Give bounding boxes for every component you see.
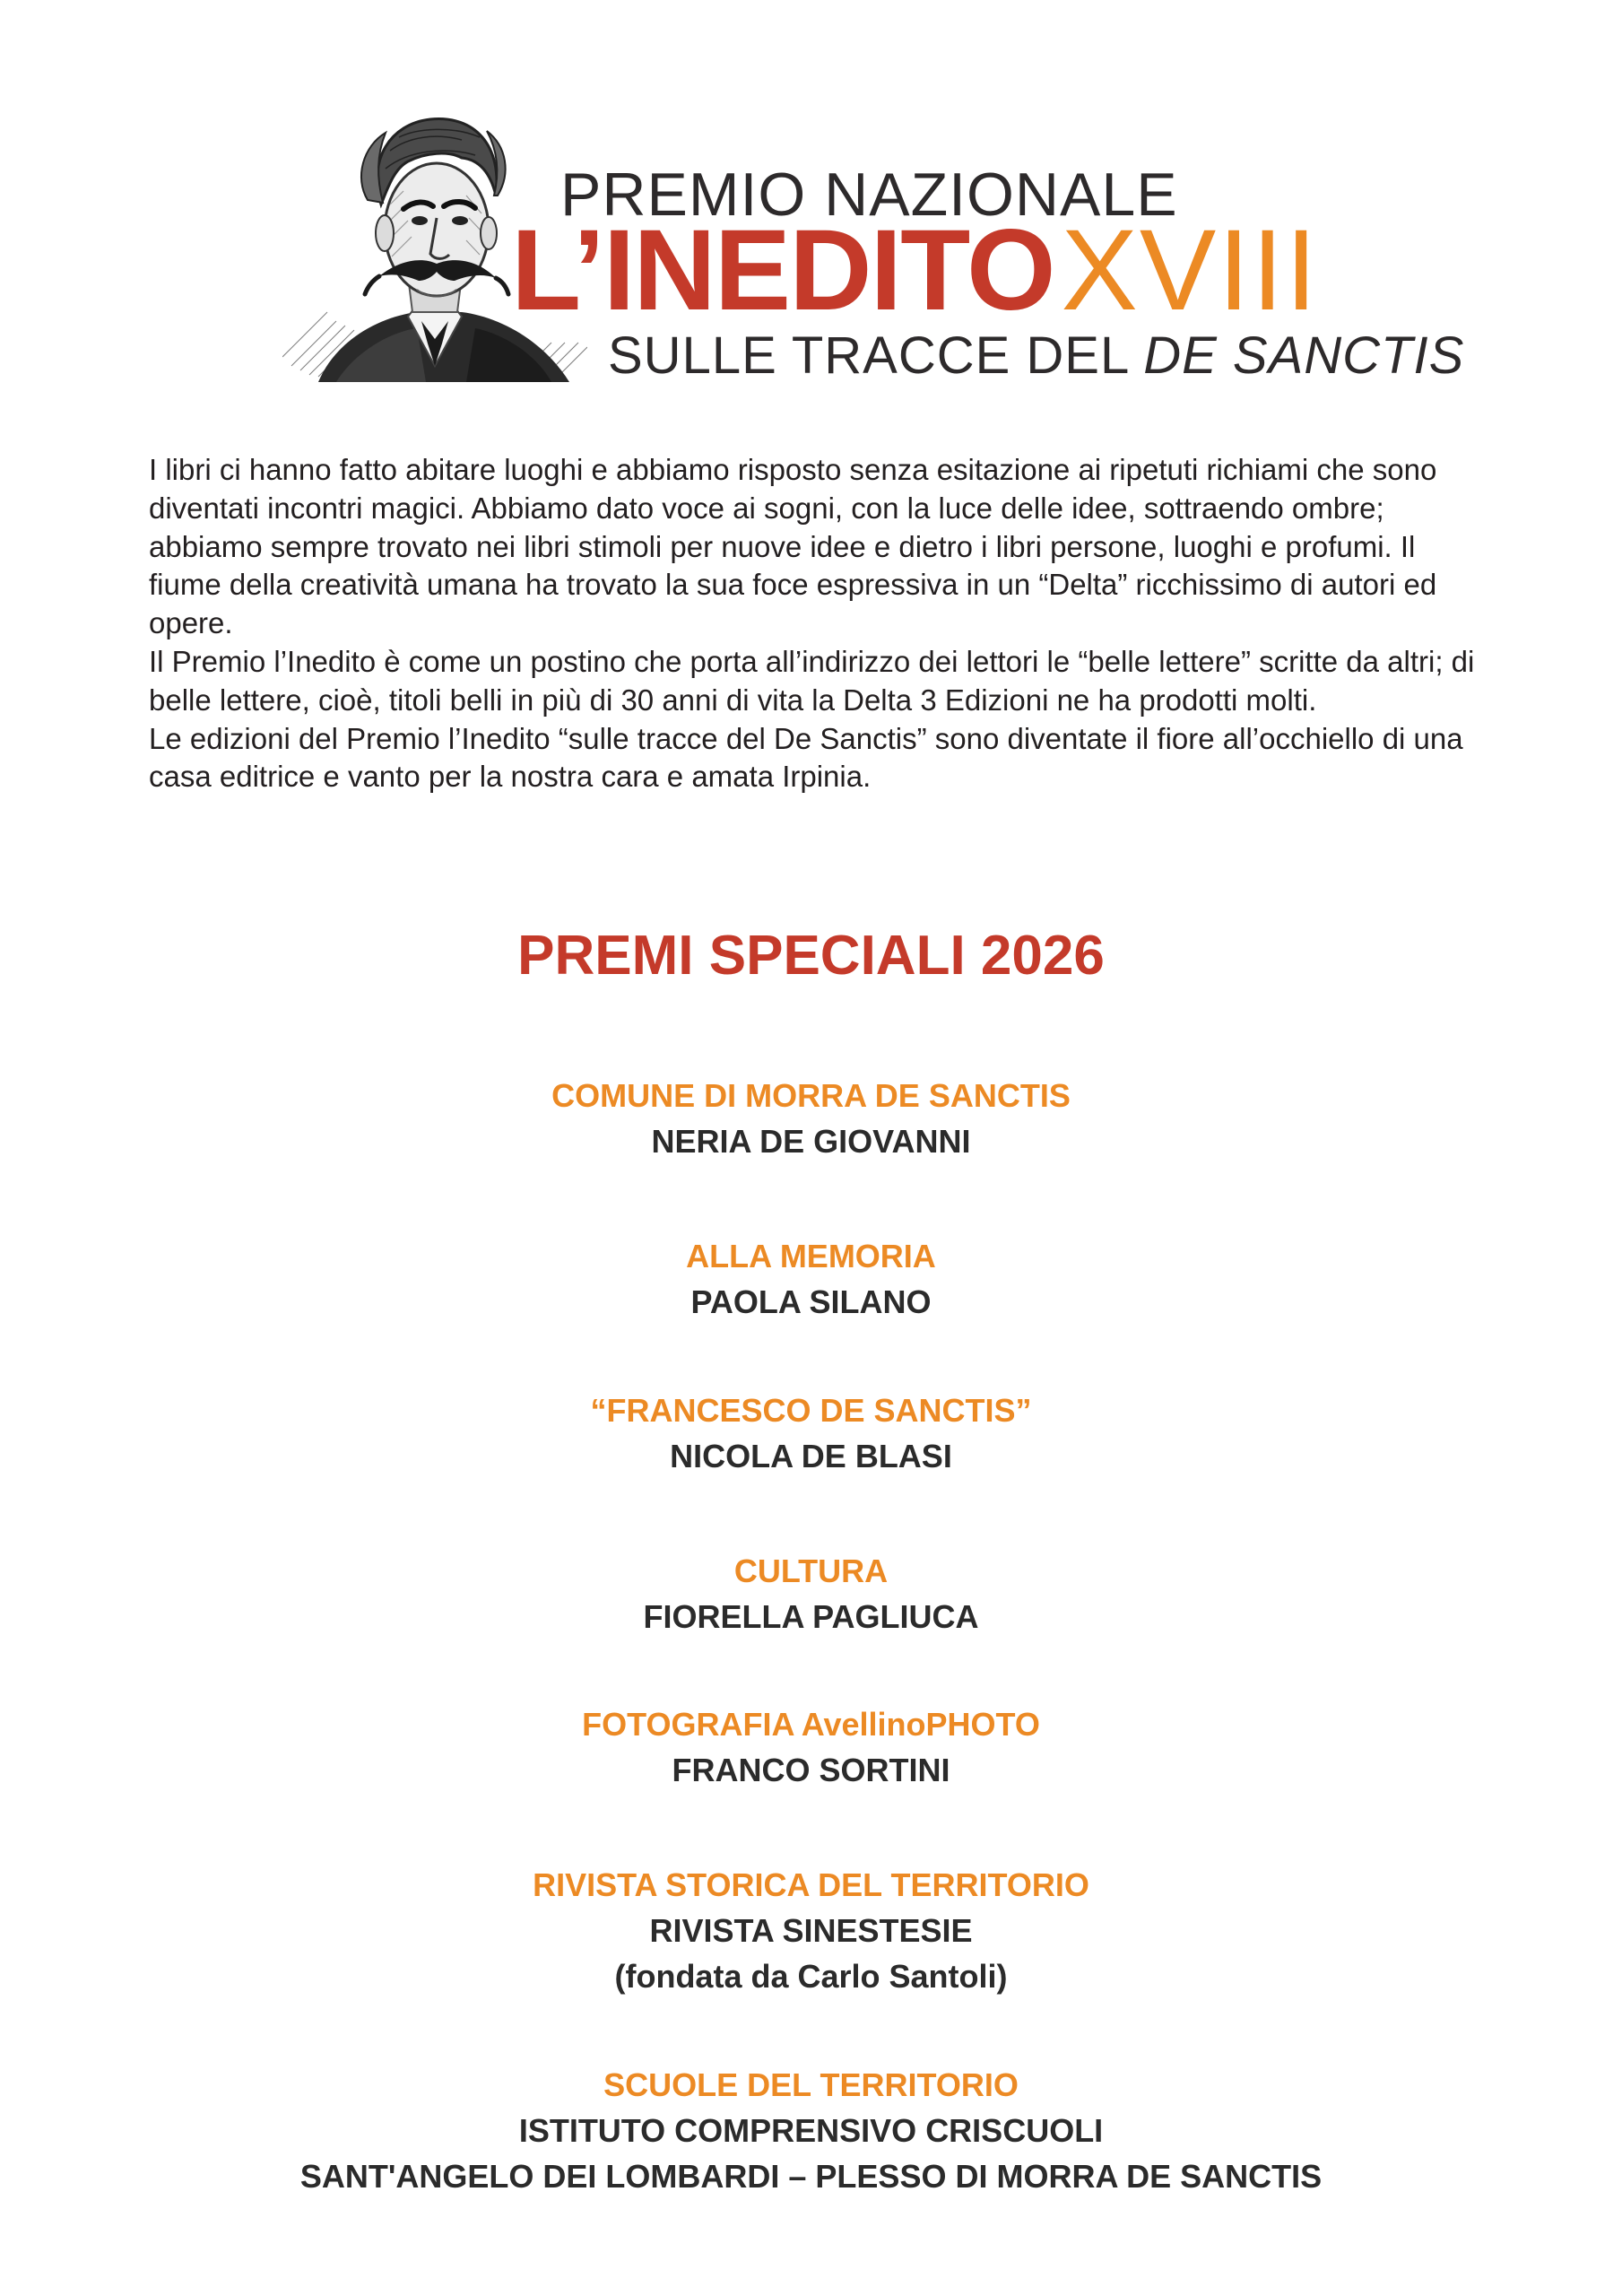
title-premio-nazionale: PREMIO NAZIONALE — [560, 161, 1178, 229]
award-winner: FRANCO SORTINI — [672, 1752, 950, 1788]
subtitle-prefix: SULLE TRACCE DEL — [608, 326, 1144, 385]
award-item — [0, 1702, 1622, 1793]
award-winner: RIVISTA SINESTESIE — [649, 1912, 973, 1949]
title-inedito-word: L’INEDITO — [511, 206, 1054, 335]
subtitle-italic: DE SANCTIS — [1143, 326, 1465, 385]
award-item — [0, 1234, 1622, 1325]
awards-title: PREMI SPECIALI 2026 — [517, 925, 1105, 987]
award-winner-note: (fondata da Carlo Santoli) — [614, 1958, 1008, 1995]
award-category: ALLA MEMORIA — [686, 1238, 936, 1274]
award-winner: NERIA DE GIOVANNI — [651, 1123, 971, 1160]
intro-paragraph: I libri ci hanno fatto abitare luoghi e abbiamo risposto senza esitazione ai ripetuti richiami che sono diventati incontri magici. Abbiamo dato voce ai sogni, con la luce delle idee, sottraendo ombre; abbiamo sempre trovato nei libri stimoli per nuove idee e dietro i libri persone, luoghi e profumi. Il fiume della creatività umana ha trovato la sua foce espressiva in un “Delta” ricchissimo di autori ed opere. — [149, 453, 1437, 640]
award-winner-note: SANT'ANGELO DEI LOMBARDI – PLESSO DI MORRA DE SANCTIS — [299, 2158, 1323, 2195]
award-item — [0, 1863, 1622, 1999]
header — [282, 97, 1465, 393]
title-subtitle — [608, 326, 1464, 386]
title-inedito — [511, 206, 1319, 335]
award-item — [0, 1388, 1622, 1479]
award-item — [0, 1074, 1622, 1164]
award-item — [0, 2063, 1622, 2199]
award-category: CULTURA — [733, 1552, 889, 1589]
title-edition-number: XVIII — [1061, 206, 1319, 335]
award-category: FOTOGRAFIA AvellinoPHOTO — [582, 1706, 1040, 1743]
award-category: SCUOLE DEL TERRITORIO — [603, 2066, 1019, 2103]
award-winner: FIORELLA PAGLIUCA — [643, 1598, 979, 1635]
award-winner: ISTITUTO COMPRENSIVO CRISCUOLI — [518, 2112, 1104, 2149]
award-category: COMUNE DI MORRA DE SANCTIS — [551, 1077, 1071, 1114]
award-item — [0, 1549, 1622, 1639]
intro-paragraph: Il Premio l’Inedito è come un postino che porta all’indirizzo dei lettori le “belle lettere” scritte da altri; di belle lettere, cioè, titoli belli in più di 30 anni di vita la Delta 3 Edizioni ne ha prodotti molti. — [149, 644, 1475, 717]
award-winner: PAOLA SILANO — [690, 1283, 932, 1320]
intro-text — [149, 451, 1476, 796]
award-category: RIVISTA STORICA DEL TERRITORIO — [533, 1866, 1089, 1903]
intro-paragraph: Le edizioni del Premio l’Inedito “sulle tracce del De Sanctis” sono diventate il fiore all’occhiello di una casa editrice e vanto per la nostra cara e amata Irpinia. — [149, 721, 1463, 794]
award-category: “FRANCESCO DE SANCTIS” — [590, 1392, 1032, 1429]
award-winner: NICOLA DE BLASI — [670, 1438, 952, 1474]
